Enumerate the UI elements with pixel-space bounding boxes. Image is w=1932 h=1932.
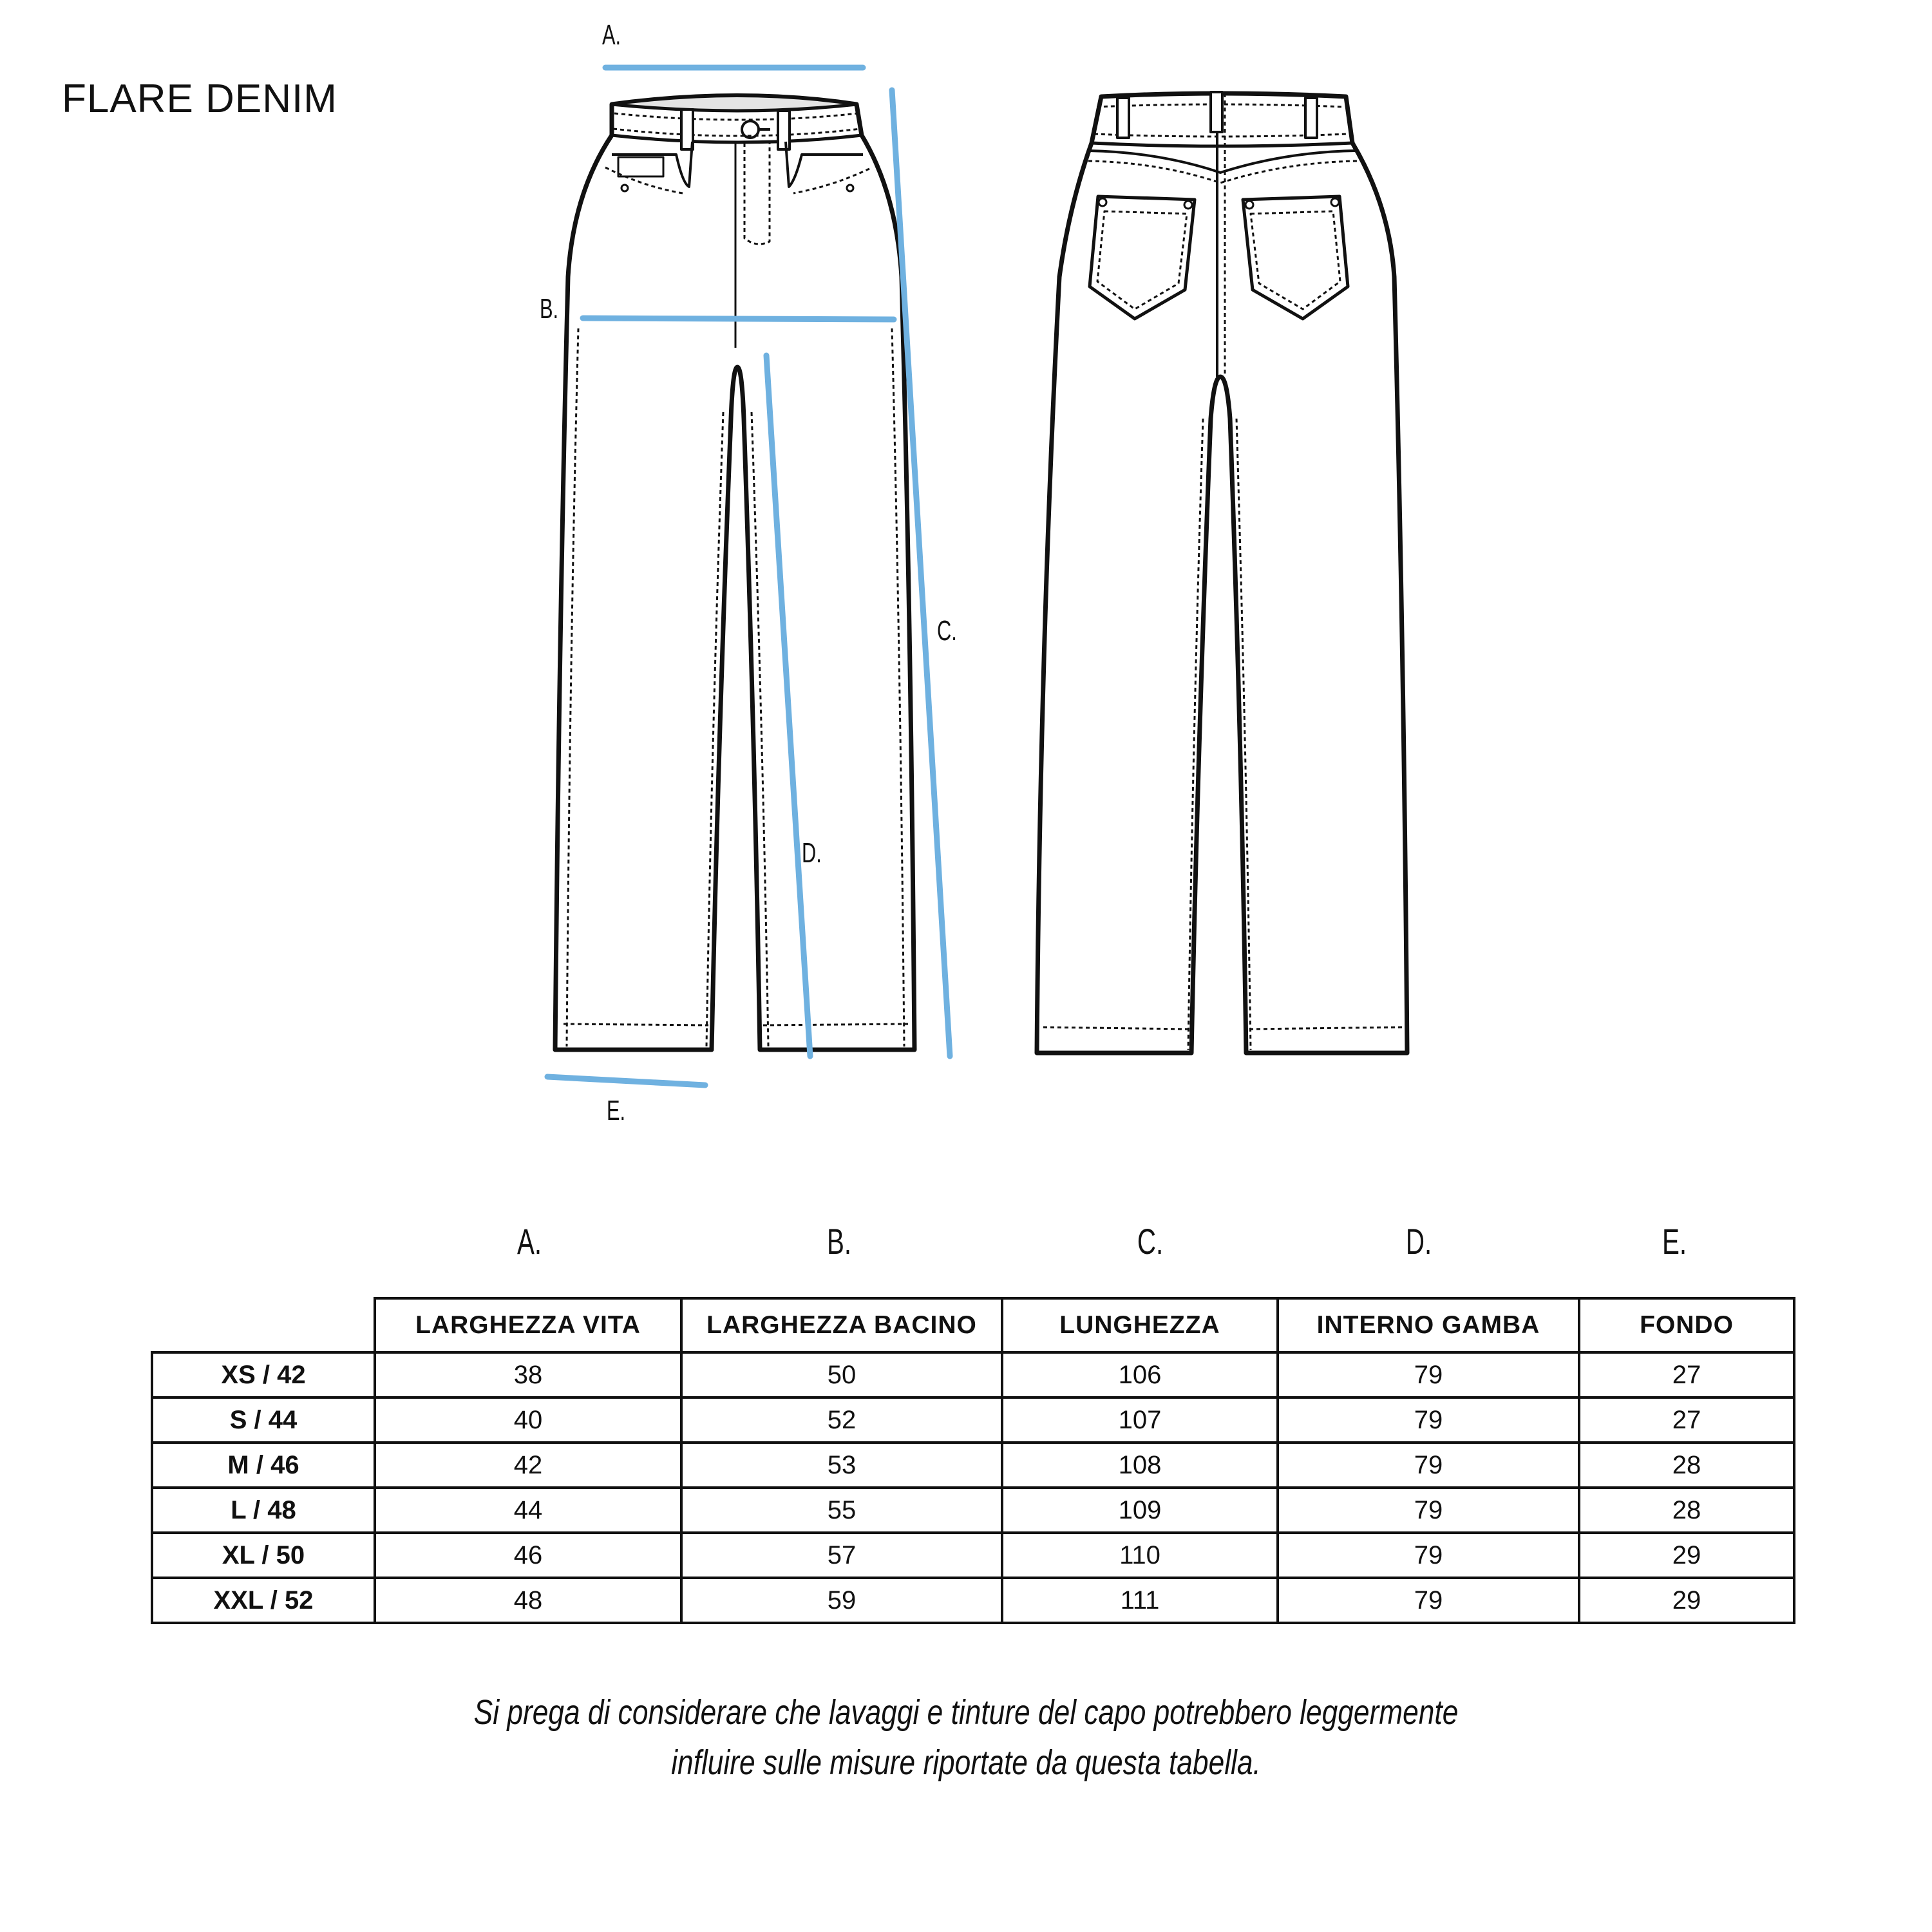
- note-line-2: influire sulle misure riportate da questa tabella.: [671, 1743, 1261, 1782]
- col-letter-e: E.: [1662, 1221, 1687, 1262]
- measure-line-b: [583, 318, 894, 319]
- cell: 79: [1278, 1443, 1579, 1488]
- size-label: XS / 42: [152, 1352, 375, 1397]
- cell: 40: [375, 1397, 681, 1443]
- header-blank: [152, 1298, 375, 1352]
- cell: 50: [681, 1352, 1002, 1397]
- cell: 79: [1278, 1397, 1579, 1443]
- cell: 27: [1579, 1397, 1794, 1443]
- cell: 42: [375, 1443, 681, 1488]
- header-larghezza-vita: LARGHEZZA VITA: [375, 1298, 681, 1352]
- cell: 106: [1002, 1352, 1278, 1397]
- cell: 53: [681, 1443, 1002, 1488]
- label-c: C.: [937, 615, 957, 647]
- cell: 79: [1278, 1488, 1579, 1533]
- table-row: [152, 1578, 1794, 1623]
- cell: 46: [375, 1533, 681, 1578]
- cell: 55: [681, 1488, 1002, 1533]
- page-title: FLARE DENIM: [62, 77, 337, 121]
- cell: 79: [1278, 1352, 1579, 1397]
- size-label: S / 44: [152, 1397, 375, 1443]
- table-header-row: [152, 1298, 1794, 1352]
- cell: 28: [1579, 1488, 1794, 1533]
- header-larghezza-bacino: LARGHEZZA BACINO: [681, 1298, 1002, 1352]
- col-letter-c: C.: [1137, 1221, 1164, 1262]
- table-row: [152, 1488, 1794, 1533]
- cell: 109: [1002, 1488, 1278, 1533]
- cell: 27: [1579, 1352, 1794, 1397]
- front-view: [555, 96, 914, 1050]
- col-letter-d: D.: [1405, 1221, 1432, 1262]
- cell: 111: [1002, 1578, 1278, 1623]
- back-outline: [1037, 93, 1407, 1053]
- cell: 110: [1002, 1533, 1278, 1578]
- table-row: [152, 1443, 1794, 1488]
- label-d: D.: [802, 837, 822, 869]
- size-label: L / 48: [152, 1488, 375, 1533]
- note-line-1: Si prega di considerare che lavaggi e tinture del capo potrebbero leggermente: [473, 1693, 1459, 1732]
- cell: 108: [1002, 1443, 1278, 1488]
- col-letter-a: A.: [516, 1221, 542, 1262]
- cell: 38: [375, 1352, 681, 1397]
- table-row: [152, 1397, 1794, 1443]
- cell: 107: [1002, 1397, 1278, 1443]
- disclaimer-note: [174, 1687, 1758, 1788]
- header-lunghezza: LUNGHEZZA: [1002, 1298, 1278, 1352]
- cell: 52: [681, 1397, 1002, 1443]
- table-row: [152, 1352, 1794, 1397]
- cell: 57: [681, 1533, 1002, 1578]
- cell: 28: [1579, 1443, 1794, 1488]
- cell: 79: [1278, 1533, 1579, 1578]
- cell: 48: [375, 1578, 681, 1623]
- label-e: E.: [607, 1095, 626, 1126]
- cell: 29: [1579, 1578, 1794, 1623]
- size-label: M / 46: [152, 1443, 375, 1488]
- back-view: [1037, 92, 1407, 1053]
- size-table: [151, 1297, 1795, 1624]
- label-b: B.: [540, 293, 559, 325]
- col-letter-b: B.: [826, 1221, 852, 1262]
- cell: 29: [1579, 1533, 1794, 1578]
- size-label: XL / 50: [152, 1533, 375, 1578]
- cell: 44: [375, 1488, 681, 1533]
- label-a: A.: [602, 19, 621, 51]
- header-interno-gamba: INTERNO GAMBA: [1278, 1298, 1579, 1352]
- header-fondo: FONDO: [1579, 1298, 1794, 1352]
- table-row: [152, 1533, 1794, 1578]
- cell: 79: [1278, 1578, 1579, 1623]
- measure-line-e: [547, 1077, 705, 1085]
- cell: 59: [681, 1578, 1002, 1623]
- size-label: XXL / 52: [152, 1578, 375, 1623]
